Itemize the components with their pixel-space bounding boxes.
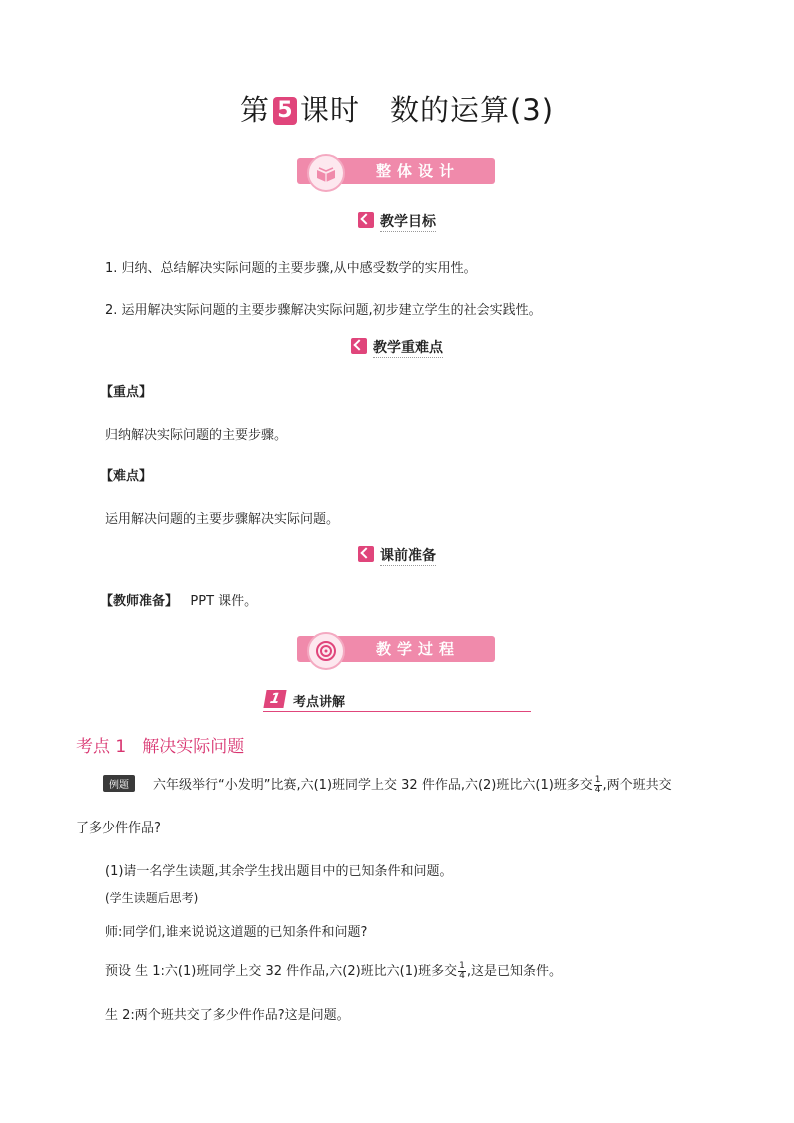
section-heading-goals: 教学目标: [0, 211, 794, 231]
body-paragraph: 师:同学们,谁来说说这道题的已知条件和问题?: [105, 925, 368, 940]
banner-overall-design: 整体设计: [297, 158, 495, 184]
part-header: [263, 689, 531, 712]
arrow-icon: [358, 546, 374, 562]
key-text: 归纳解决实际问题的主要步骤。: [105, 428, 288, 443]
body-paragraph: 预设 生 1:六(1)班同学上交 32 件作品,六(2)班比六(1)班多交 $\frac{1}{4}$ ,这是已知条件。: [105, 961, 562, 981]
goal-item: 1. 归纳、总结解决实际问题的主要步骤,从中感受数学的实用性。: [105, 261, 477, 276]
section-heading-keypoints: 教学重难点: [0, 337, 794, 357]
kaodian-heading: 考点 1 解决实际问题: [76, 737, 245, 757]
example-line-1: 例题 六年级举行“小发明”比赛,六(1)班同学上交 32 件作品,六(2)班比六(1)班多交 $\frac{1}{4}$ ,两个班共交: [103, 774, 672, 795]
difficulty-label: 【难点】: [100, 469, 153, 484]
prep-line: 【教师准备】 PPT 课件。: [100, 594, 258, 609]
body-paragraph: 生 2:两个班共交了多少件作品?这是问题。: [105, 1008, 350, 1023]
example-badge: 例题: [103, 775, 135, 792]
difficulty-text: 运用解决问题的主要步骤解决实际问题。: [105, 512, 340, 527]
key-label: 【重点】: [100, 385, 153, 400]
book-icon: [307, 154, 345, 192]
body-paragraph: (1)请一名学生读题,其余学生找出题目中的已知条件和问题。: [105, 864, 453, 879]
example-line-2: 了多少件作品?: [76, 821, 161, 836]
part-label: 考点讲解: [293, 695, 346, 710]
page-title: 第 5 课时 数的运算(3): [239, 93, 555, 127]
banner-teaching-process: 教学过程: [297, 636, 495, 662]
lesson-number-badge: 5: [273, 97, 297, 125]
fraction: $\frac{1}{4}$: [459, 961, 465, 981]
arrow-icon: [351, 338, 367, 354]
part-number: 1: [263, 690, 286, 708]
fraction: $\frac{1}{4}$: [594, 775, 601, 795]
body-paragraph: (学生读题后思考): [105, 891, 199, 905]
section-heading-prep: 课前准备: [0, 545, 794, 565]
target-icon: [307, 632, 345, 670]
lesson-name: 数的运算(3): [389, 93, 555, 127]
arrow-icon: [358, 212, 374, 228]
goal-item: 2. 运用解决实际问题的主要步骤解决实际问题,初步建立学生的社会实践性。: [105, 303, 542, 318]
